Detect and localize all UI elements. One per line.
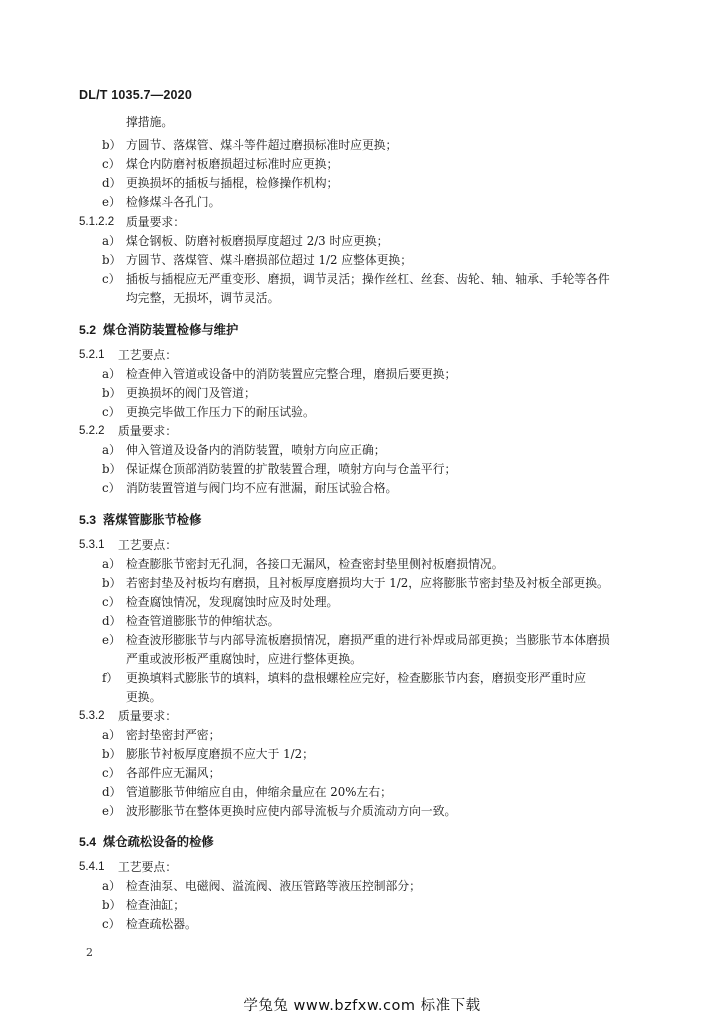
section-heading xyxy=(79,510,201,528)
item-text: 检查油缸； xyxy=(126,898,185,912)
subsection-number: 5.2.1 xyxy=(79,349,105,361)
subsection-title: 质量要求： xyxy=(118,709,177,723)
item-text: 检查波形膨胀节与内部导流板磨损情况，磨损严重的进行补焊或局部更换；当膨胀节本体磨损 xyxy=(126,633,610,647)
item-label: b） xyxy=(102,386,122,400)
section-number: 5.4 xyxy=(79,835,97,849)
item-text: 更换损坏的插板与插棍，检修操作机构； xyxy=(126,176,339,190)
item-text: 检修煤斗各孔门。 xyxy=(126,195,221,209)
item-text: 保证煤仓顶部消防装置的扩散装置合理，喷射方向与仓盖平行； xyxy=(126,462,457,476)
item-text: 检查管道膨胀节的伸缩状态。 xyxy=(126,614,280,628)
item-text: 检查膨胀节密封无孔洞，各接口无漏风，检查密封垫里侧衬板磨损情况。 xyxy=(126,557,504,571)
item-label: b） xyxy=(102,253,122,267)
item-label: b） xyxy=(102,576,122,590)
item-text: 方圆节、落煤管、煤斗磨损部位超过 1/2 应整体更换； xyxy=(126,253,413,267)
item-text: 伸入管道及设备内的消防装置，喷射方向应正确； xyxy=(126,443,386,457)
page-number: 2 xyxy=(86,946,93,959)
item-text: 检查油泵、电磁阀、溢流阀、液压管路等液压控制部分； xyxy=(126,879,421,893)
item-text: 检查腐蚀情况，发现腐蚀时应及时处理。 xyxy=(126,595,339,609)
item-label: c） xyxy=(102,157,121,171)
item-text: 撑措施。 xyxy=(126,115,174,129)
item-text: 均完整，无损坏，调节灵活。 xyxy=(126,291,280,305)
item-label: c） xyxy=(102,481,121,495)
item-text: 更换完毕做工作压力下的耐压试验。 xyxy=(126,405,315,419)
section-title: 煤仓疏松设备的检修 xyxy=(103,835,214,849)
item-label: a） xyxy=(102,367,121,381)
section-heading xyxy=(79,832,214,850)
section-title: 煤仓消防装置检修与维护 xyxy=(103,323,239,337)
subsection-title: 质量要求： xyxy=(118,424,177,438)
item-text: 严重或波形板严重腐蚀时，应进行整体更换。 xyxy=(126,652,362,666)
item-label: e） xyxy=(102,633,121,647)
item-label: d） xyxy=(102,785,122,799)
item-text: 若密封垫及衬板均有磨损，且衬板厚度磨损均大于 1/2，应将膨胀节密封垫及衬板全部更换。 xyxy=(126,576,609,590)
item-label: d） xyxy=(102,176,122,190)
item-label: c） xyxy=(102,405,121,419)
item-label: b） xyxy=(102,747,122,761)
item-text: 更换。 xyxy=(126,690,162,704)
footer-watermark: 学兔兔 www.bzfxw.com 标准下载 xyxy=(243,998,481,1014)
item-text: 煤仓内防磨衬板磨损超过标准时应更换； xyxy=(126,157,339,171)
item-label: c） xyxy=(102,595,121,609)
item-text: 消防装置管道与阀门均不应有泄漏，耐压试验合格。 xyxy=(126,481,398,495)
item-label: f） xyxy=(102,671,119,685)
item-label: c） xyxy=(102,766,121,780)
item-label: e） xyxy=(102,804,121,818)
item-text: 波形膨胀节在整体更换时应使内部导流板与介质流动方向一致。 xyxy=(126,804,457,818)
document-code: DL/T 1035.7—2020 xyxy=(79,88,192,102)
item-text: 膨胀节衬板厚度磨损不应大于 1/2； xyxy=(126,747,314,761)
section-title: 落煤管膨胀节检修 xyxy=(103,513,202,527)
subsection-title: 工艺要点： xyxy=(118,348,177,362)
item-label: b） xyxy=(102,898,122,912)
item-label: a） xyxy=(102,443,121,457)
subsection-title: 工艺要点： xyxy=(118,538,177,552)
item-label: c） xyxy=(102,272,121,286)
item-label: d） xyxy=(102,614,122,628)
subsection-title: 工艺要点： xyxy=(118,860,177,874)
section-number: 5.3 xyxy=(79,513,97,527)
item-label: a） xyxy=(102,728,121,742)
item-text: 密封垫密封严密； xyxy=(126,728,221,742)
item-text: 插板与插棍应无严重变形、磨损，调节灵活；操作丝杠、丝套、齿轮、轴、轴承、手轮等各件 xyxy=(126,272,610,286)
item-label: a） xyxy=(102,879,121,893)
subsection-number: 5.1.2.2 xyxy=(79,216,115,228)
item-text: 煤仓钢板、防磨衬板磨损厚度超过 2/3 时应更换； xyxy=(126,234,389,248)
section-number: 5.2 xyxy=(79,323,97,337)
subsection-number: 5.3.1 xyxy=(79,539,105,551)
subsection-number: 5.2.2 xyxy=(79,425,105,437)
item-label: c） xyxy=(102,917,121,931)
item-text: 检查疏松器。 xyxy=(126,917,197,931)
subsection-title: 质量要求： xyxy=(126,215,185,229)
item-text: 检查伸入管道或设备中的消防装置应完整合理，磨损后要更换； xyxy=(126,367,457,381)
item-label: e） xyxy=(102,195,121,209)
item-text: 各部件应无漏风； xyxy=(126,766,221,780)
item-text: 更换损坏的阀门及管道； xyxy=(126,386,256,400)
subsection-number: 5.4.1 xyxy=(79,861,105,873)
section-heading xyxy=(79,320,238,338)
subsection-number: 5.3.2 xyxy=(79,710,105,722)
item-label: a） xyxy=(102,234,121,248)
item-text: 管道膨胀节伸缩应自由，伸缩余量应在 20%左右； xyxy=(126,785,392,799)
item-text: 更换填料式膨胀节的填料，填料的盘根螺栓应完好，检查膨胀节内套，磨损变形严重时应 xyxy=(126,671,587,685)
item-label: b） xyxy=(102,462,122,476)
item-label: b） xyxy=(102,138,122,152)
item-text: 方圆节、落煤管、煤斗等件超过磨损标准时应更换； xyxy=(126,138,398,152)
item-label: a） xyxy=(102,557,121,571)
